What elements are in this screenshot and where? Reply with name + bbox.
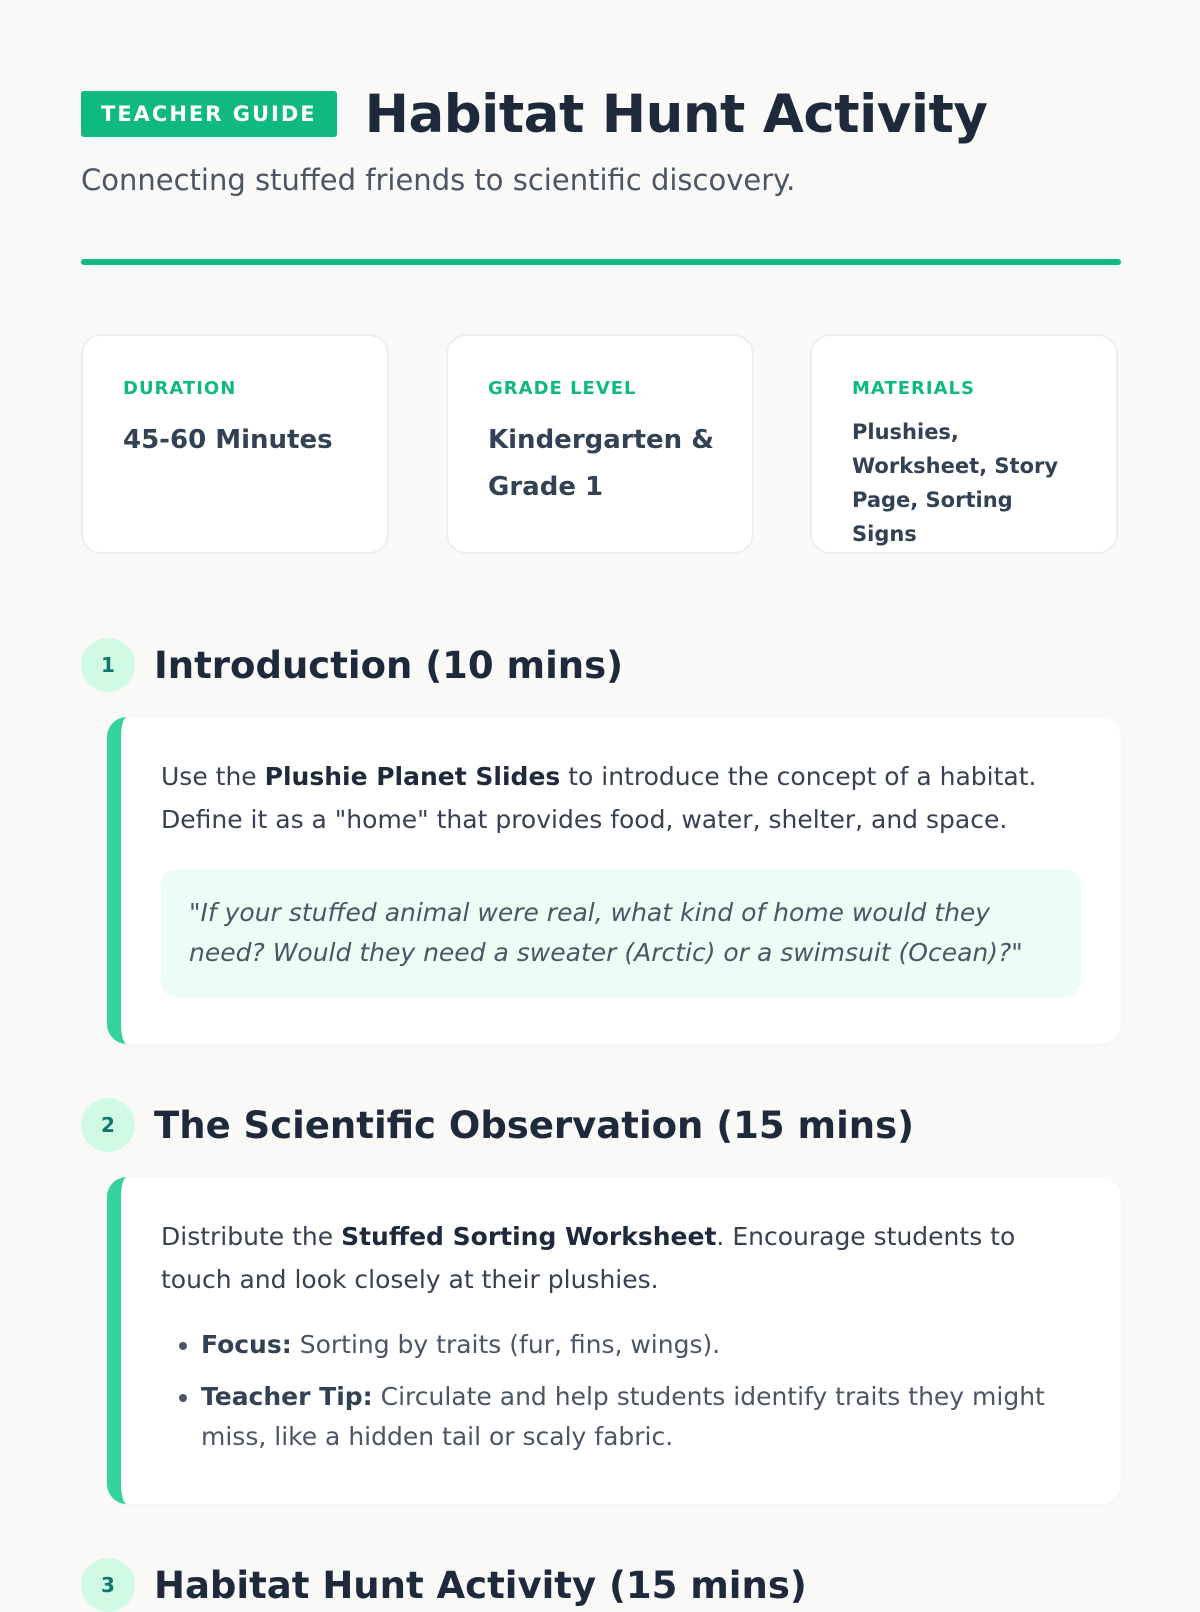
section-3-number: 3 xyxy=(81,1558,135,1612)
point-label: Focus: xyxy=(201,1330,292,1359)
duration-value: 45-60 Minutes xyxy=(123,425,333,455)
discussion-prompt-quote: "If your stuffed animal were real, what kind of home would they need? Would they need a sweater (Arctic) or a swimsuit (Ocean)?" xyxy=(161,869,1081,997)
section-2-text-end: . Encourage students to touch and look closely at their plushies. xyxy=(161,1222,1016,1294)
section-1-title: Introduction (10 mins) xyxy=(154,643,624,687)
list-item xyxy=(201,1325,1081,1365)
section-1-description xyxy=(161,755,1081,841)
section-1-text-end: to introduce the concept of a habitat. Define it as a "home" that provides food, water, shelter, and space. xyxy=(161,762,1037,834)
page-subtitle: Connecting stuffed friends to scientific discovery. xyxy=(81,163,796,197)
materials-value: Plushies, Worksheet, Story Page, Sorting Signs xyxy=(852,420,1059,546)
point-text: Circulate and help students identify traits they might miss, like a hidden tail or scaly fabric. xyxy=(201,1382,1045,1451)
section-2-text-start: Distribute the xyxy=(161,1222,342,1251)
section-2-points xyxy=(161,1325,1081,1457)
plushie-planet-slides-ref: Plushie Planet Slides xyxy=(264,762,561,791)
section-1-heading xyxy=(81,638,623,692)
teacher-guide-badge: TEACHER GUIDE xyxy=(81,91,337,137)
page-title: Habitat Hunt Activity xyxy=(364,83,988,145)
grade-level-card xyxy=(446,334,754,554)
grade-level-value: Kindergarten & Grade 1 xyxy=(488,425,714,502)
point-label: Teacher Tip: xyxy=(201,1382,373,1411)
section-2-card xyxy=(107,1177,1121,1504)
section-1-number: 1 xyxy=(81,638,135,692)
materials-card xyxy=(810,334,1118,554)
duration-label: DURATION xyxy=(123,378,237,399)
section-2-number: 2 xyxy=(81,1098,135,1152)
grade-level-label: GRADE LEVEL xyxy=(488,378,637,399)
section-2-heading xyxy=(81,1098,914,1152)
section-2-description xyxy=(161,1215,1081,1301)
point-text: Sorting by traits (fur, fins, wings). xyxy=(291,1330,721,1359)
page-header xyxy=(81,84,1121,144)
header-divider xyxy=(81,259,1121,265)
list-item xyxy=(201,1377,1081,1457)
section-2-title: The Scientific Observation (15 mins) xyxy=(154,1103,915,1147)
section-3-heading xyxy=(81,1558,807,1612)
materials-label: MATERIALS xyxy=(852,378,975,399)
duration-card xyxy=(81,334,389,554)
section-1-card xyxy=(107,717,1121,1044)
section-1-text-start: Use the xyxy=(161,762,265,791)
stuffed-sorting-worksheet-ref: Stuffed Sorting Worksheet xyxy=(341,1222,717,1251)
section-3-title: Habitat Hunt Activity (15 mins) xyxy=(154,1563,807,1607)
